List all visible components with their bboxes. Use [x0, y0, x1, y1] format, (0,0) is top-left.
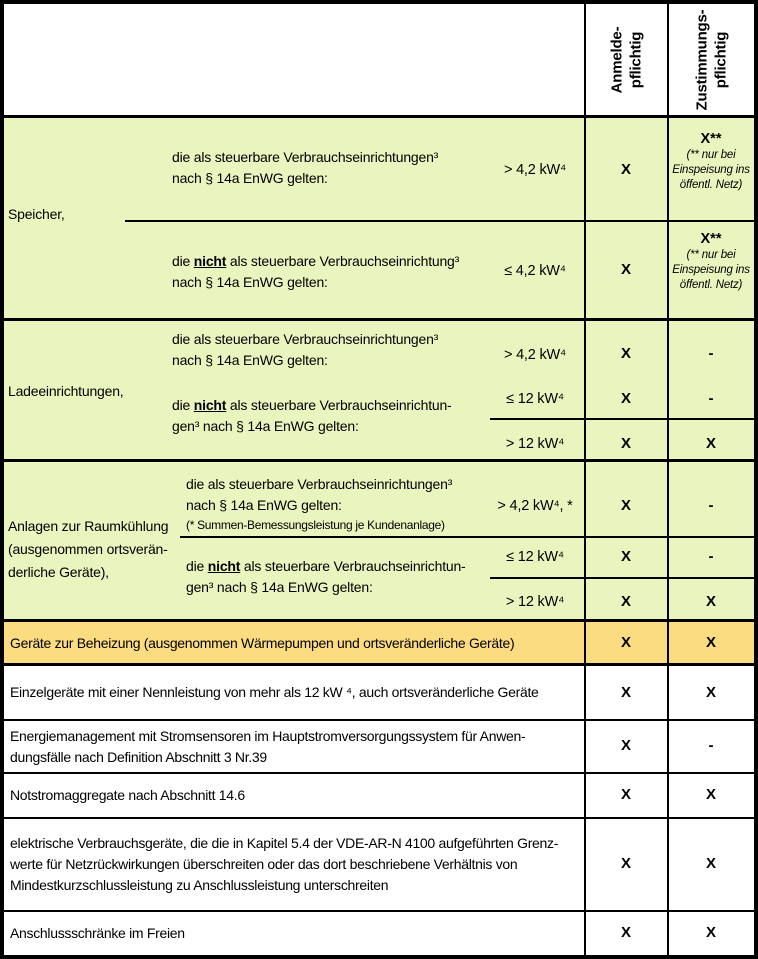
header-text-line: Anmelde-	[608, 26, 625, 93]
section-border	[0, 318, 758, 321]
raumkuehlung-row3-kw-threshold: > 12 kW⁴	[505, 594, 565, 610]
description-line: gen³ nach § 14a EnWG gelten:	[172, 418, 359, 434]
row-einzelgeraete	[4, 666, 582, 719]
header-text-line: Zustimmungs-	[693, 9, 711, 110]
row-verbrauchsgeraete-netzrueckwirkungen	[4, 819, 582, 910]
label-line: elektrische Verbrauchsgeräte, die die in Kapitel 5.4 der VDE-AR-N 4100 aufgeführten Grenz-	[10, 835, 559, 851]
verbrauchsgeraete-anmelde-mark: X	[620, 855, 631, 872]
subrow-divider	[125, 220, 758, 222]
lade-row3-anmelde-mark: X	[620, 435, 631, 452]
description-line: nach § 14a EnWG gelten:	[172, 274, 328, 290]
einzelgeraete-zustimmung-mark: X	[705, 684, 716, 701]
label-line: Notstromaggregate nach Abschnitt 14.6	[10, 787, 245, 803]
description-line: nach § 14a EnWG gelten:	[172, 352, 328, 368]
raumkuehlung-row3-zustimmung-mark: X	[705, 593, 716, 610]
anschlussschraenke-anmelde-mark: X	[620, 924, 631, 941]
header-anmeldepflichtig	[586, 4, 666, 115]
speicher-row1-kw-threshold: > 4,2 kW⁴	[503, 162, 567, 178]
raumkuehlung-row2-zustimmung-mark: -	[708, 548, 714, 565]
label-line: derliche Geräte),	[8, 564, 109, 580]
label-line: Einzelgeräte mit einer Nennleistung von mehr als 12 kW ⁴, auch ortsveränderliche Geräte	[10, 684, 539, 700]
description-line: nach § 14a EnWG gelten:	[186, 497, 342, 513]
speicher-row2-description	[172, 251, 459, 293]
notstromaggregate-anmelde-mark: X	[620, 786, 631, 803]
header-zustimmungspflichtig	[669, 4, 754, 115]
raumkuehlung-row23-description	[186, 556, 466, 598]
lade-row2-zustimmung-mark: -	[708, 390, 714, 407]
label-line: Anschlussschränke im Freien	[10, 925, 185, 941]
row-notstromaggregate	[4, 774, 582, 817]
zustimmung-note: (** nur bei Einspeisung ins öffentl. Netz)	[672, 249, 750, 291]
description-line: die als steuerbare Verbrauchseinrichtungen³	[172, 149, 439, 165]
row-label-ladeeinrichtungen: Ladeeinrichtungen,	[8, 383, 124, 399]
raumkuehlung-row2-anmelde-mark: X	[620, 548, 631, 565]
section-border	[0, 459, 758, 462]
description-text: die	[172, 253, 194, 269]
lade-row1-anmelde-mark: X	[620, 345, 631, 362]
speicher-row2-kw-threshold: ≤ 4,2 kW⁴	[504, 263, 566, 279]
raumkuehlung-row1-kw-threshold: > 4,2 kW⁴, *	[497, 498, 573, 514]
description-line: die als steuerbare Verbrauchseinrichtungen³	[186, 476, 453, 492]
row-label-beheizung	[4, 633, 514, 654]
description-line	[172, 251, 459, 272]
header-text-line: pflichtig	[712, 31, 730, 88]
description-text: die	[172, 397, 194, 413]
zustimmung-mark: X**	[700, 131, 722, 147]
row-label-verbrauchsgeraete	[4, 833, 558, 896]
description-footnote: (* Summen-Bemessungsleistung je Kundenanlage)	[186, 518, 445, 532]
lade-row3-kw-threshold: > 12 kW⁴	[505, 436, 565, 452]
row-label-speicher: Speicher,	[8, 206, 65, 222]
description-text: als steuerbare Verbrauchseinrichtun-	[240, 558, 466, 574]
description-nicht-emphasis: nicht	[193, 397, 227, 413]
description-nicht-emphasis: nicht	[193, 253, 227, 269]
subrow-divider	[490, 418, 758, 420]
raumkuehlung-row1-anmelde-mark: X	[620, 497, 631, 514]
header-text-line: pflichtig	[627, 31, 644, 88]
subrow-divider	[180, 536, 758, 538]
raumkuehlung-row1-description	[186, 474, 452, 535]
verbrauchsgeraete-zustimmung-mark: X	[705, 855, 716, 872]
header-anmeldepflichtig-label	[607, 26, 645, 93]
subrow-divider	[490, 577, 758, 579]
label-line: Anlagen zur Raumkühlung	[8, 518, 169, 534]
lade-row3-zustimmung-mark: X	[705, 435, 716, 452]
lade-row1-kw-threshold: > 4,2 kW⁴	[503, 347, 567, 363]
description-line: gen³ nach § 14a EnWG gelten:	[186, 579, 373, 595]
einzelgeraete-anmelde-mark: X	[620, 684, 631, 701]
lade-row1-zustimmung-mark: -	[708, 345, 714, 362]
description-line	[172, 395, 452, 416]
raumkuehlung-row3-anmelde-mark: X	[620, 593, 631, 610]
row-label-energiemanagement	[4, 726, 525, 768]
header-bottom-border	[0, 115, 758, 118]
speicher-row1-zustimmung-cell	[669, 131, 753, 193]
description-text: die	[186, 558, 208, 574]
notstromaggregate-zustimmung-mark: X	[705, 786, 716, 803]
speicher-row1-anmelde-mark: X	[620, 161, 631, 178]
row-beheizung	[4, 621, 582, 665]
lade-row2-anmelde-mark: X	[620, 390, 631, 407]
lade-row1-description	[172, 329, 438, 371]
speicher-row2-anmelde-mark: X	[620, 261, 631, 278]
description-line: die als steuerbare Verbrauchseinrichtungen³	[172, 331, 439, 347]
row-label-raumkuehlung	[8, 515, 168, 584]
label-line: Geräte zur Beheizung (ausgenommen Wärmepumpen und ortsveränderliche Geräte)	[10, 634, 515, 651]
lade-row2-kw-threshold: ≤ 12 kW⁴	[506, 391, 564, 407]
column-divider-anmelde	[584, 0, 586, 959]
row-anschlussschraenke	[4, 912, 582, 955]
row-energiemanagement	[4, 721, 582, 772]
description-text: als steuerbare Verbrauchseinrichtun-	[226, 397, 452, 413]
label-line: (ausgenommen ortsverän-	[8, 541, 168, 557]
header-zustimmungspflichtig-label	[693, 9, 731, 110]
description-text: als steuerbare Verbrauchseinrichtung³	[226, 253, 460, 269]
description-line: nach § 14a EnWG gelten:	[172, 170, 328, 186]
label-line: werte für Netzrückwirkungen überschreiten oder das dort beschriebene Verhältnis von	[10, 856, 518, 872]
raumkuehlung-row2-kw-threshold: ≤ 12 kW⁴	[506, 549, 564, 565]
row-label-anschlussschraenke	[4, 923, 185, 944]
description-nicht-emphasis: nicht	[207, 558, 241, 574]
zustimmung-mark: X**	[700, 231, 722, 247]
row-label-einzelgeraete	[4, 682, 539, 703]
lade-row23-description	[172, 395, 452, 437]
label-line: Mindestkurzschlussleistung zu Anschlussleistung unterschreiten	[10, 877, 389, 893]
speicher-row1-description	[172, 147, 438, 189]
row-label-notstromaggregate	[4, 785, 245, 806]
description-line	[186, 556, 466, 577]
speicher-row2-zustimmung-cell	[669, 231, 753, 293]
zustimmung-note: (** nur bei Einspeisung ins öffentl. Netz)	[672, 149, 750, 191]
label-line: Energiemanagement mit Stromsensoren im Hauptstromversorgungssystem für Anwen-	[10, 727, 526, 744]
energiemanagement-anmelde-mark: X	[620, 737, 631, 754]
anschlussschraenke-zustimmung-mark: X	[705, 924, 716, 941]
label-line: dungsfälle nach Definition Abschnitt 3 Nr.39	[10, 748, 267, 765]
energiemanagement-zustimmung-mark: -	[708, 737, 714, 754]
raumkuehlung-row1-zustimmung-mark: -	[708, 497, 714, 514]
beheizung-anmelde-mark: X	[620, 634, 631, 651]
beheizung-zustimmung-mark: X	[705, 634, 716, 651]
